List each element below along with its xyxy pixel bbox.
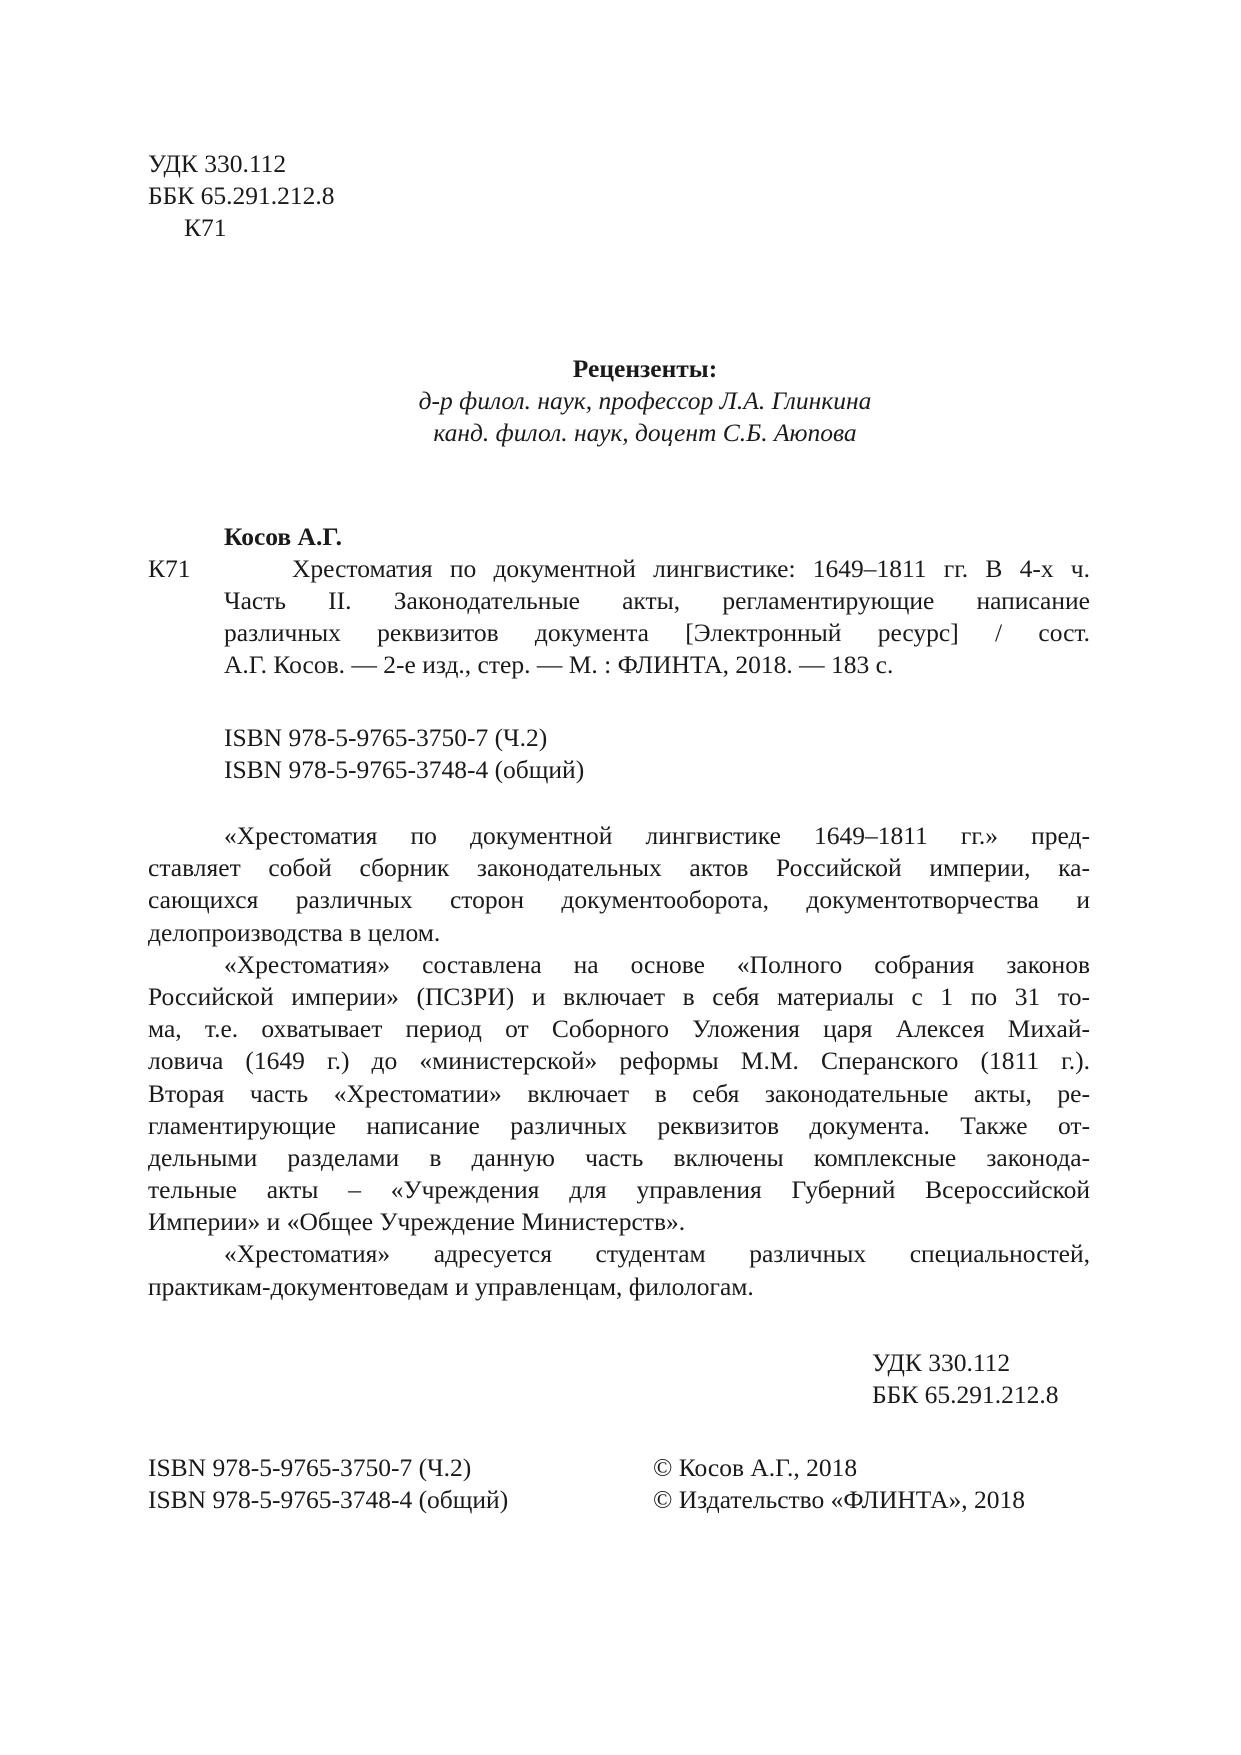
annotation-text (148, 820, 1090, 1303)
udk-code: УДК 330.112 (148, 149, 287, 178)
isbn-general-bottom: ISBN 978-5-9765-3748-4 (общий) (148, 1485, 509, 1514)
author-mark: К71 (184, 213, 227, 242)
top-classification-codes (148, 148, 335, 244)
annotation-line: тельные акты – «Учреждения для управления Губерний Всероссийской (148, 1175, 1090, 1205)
annotation-line: «Хрестоматия» адресуется студентам различных специальностей, (224, 1239, 1090, 1269)
reviewer-1: д-р филол. наук, профессор Л.А. Глинкина (418, 386, 872, 415)
biblio-line: Хрестоматия по документной лингвистике: 1649–1811 гг. В 4-х ч. (292, 554, 1090, 583)
isbn-part-bottom: ISBN 978-5-9765-3750-7 (Ч.2) (148, 1453, 472, 1482)
isbn-general: ISBN 978-5-9765-3748-4 (общий) (224, 755, 585, 784)
catalog-code: К71 (148, 554, 191, 583)
annotation-line: ловича (1649 г.) до «министерской» реформы М.М. Сперанского (1811 г.). (148, 1046, 1090, 1076)
copyright-block (653, 1452, 1025, 1516)
udk-code-bottom: УДК 330.112 (872, 1348, 1011, 1377)
biblio-line: Часть II. Законодательные акты, регламентирующие написание (224, 586, 1090, 615)
annotation-line: «Хрестоматия» составлена на основе «Полного собрания законов (224, 949, 1090, 979)
copyright-author: © Косов А.Г., 2018 (653, 1453, 858, 1482)
bottom-isbn-list (148, 1452, 508, 1516)
biblio-line: А.Г. Косов. — 2-е изд., стер. — М. : ФЛИНТА, 2018. — 183 с. (224, 650, 894, 679)
annotation-line: делопроизводства в целом. (148, 917, 441, 947)
annotation-line: Империи» и «Общее Учреждение Министерств». (148, 1207, 686, 1237)
author-name: Косов А.Г. (224, 522, 343, 551)
annotation-line: сающихся различных сторон документооборота, документотворчества и (148, 885, 1090, 915)
copyright-publisher: © Издательство «ФЛИНТА», 2018 (653, 1485, 1026, 1514)
annotation-line: Вторая часть «Хрестоматии» включает в себя законодательные акты, ре- (148, 1078, 1090, 1108)
isbn-part: ISBN 978-5-9765-3750-7 (Ч.2) (224, 723, 548, 752)
annotation-line: ма, т.е. охватывает период от Соборного Уложения царя Алексея Михай- (148, 1014, 1090, 1044)
annotation-line: дельными разделами в данную часть включены комплексные законода- (148, 1142, 1090, 1172)
annotation-line: практикам-документоведам и управленцам, филологам. (148, 1271, 754, 1301)
reviewers-heading: Рецензенты: (572, 354, 718, 383)
reviewers-block (148, 353, 1090, 449)
bottom-classification-codes (872, 1347, 1059, 1411)
biblio-line: различных реквизитов документа [Электронный ресурс] / сост. (224, 618, 1090, 647)
bbk-code: ББК 65.291.212.8 (148, 181, 335, 210)
annotation-line: гламентирующие написание различных реквизитов документа. Также от- (148, 1110, 1090, 1140)
bibliographic-description (224, 553, 1090, 681)
bbk-code-bottom: ББК 65.291.212.8 (872, 1380, 1059, 1409)
annotation-line: «Хрестоматия по документной лингвистике 1649–1811 гг.» пред- (224, 821, 1090, 850)
annotation-line: Российской империи» (ПСЗРИ) и включает в себя материалы с 1 по 31 то- (148, 981, 1090, 1011)
annotation-line: ставляет собой сборник законодательных актов Российской империи, ка- (148, 853, 1090, 883)
reviewer-2: канд. филол. наук, доцент С.Б. Аюпова (433, 418, 857, 447)
isbn-list (224, 722, 584, 786)
